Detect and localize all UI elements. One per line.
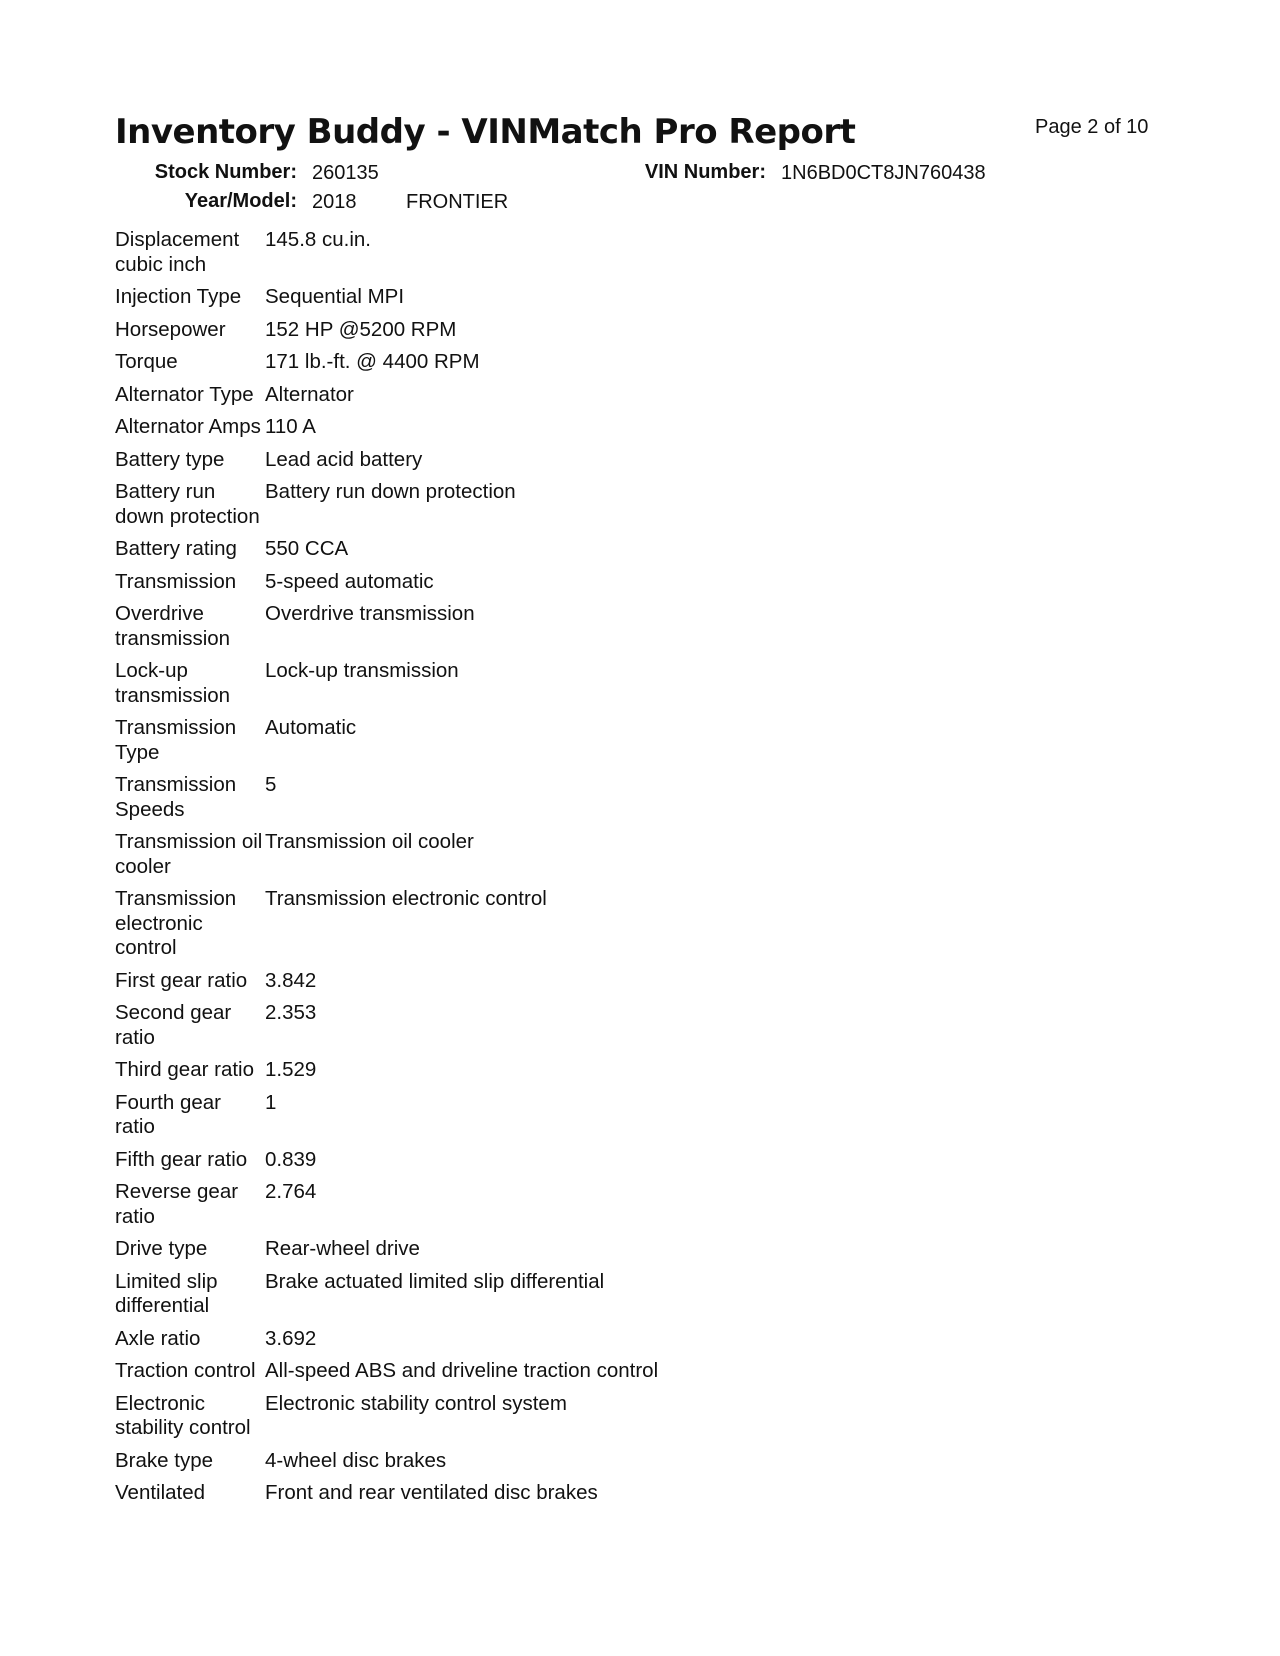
- spec-label: Brake type: [115, 1448, 213, 1472]
- spec-value: Lead acid battery: [265, 447, 423, 471]
- spec-value: 2.764: [265, 1180, 317, 1203]
- spec-row: [115, 1359, 815, 1384]
- spec-row: [115, 1270, 815, 1319]
- spec-label: Horsepower: [115, 317, 226, 341]
- spec-value: Transmission electronic control: [265, 887, 547, 910]
- year-value: 2018: [312, 191, 357, 213]
- year-model-label: Year/Model:: [184, 190, 297, 212]
- spec-row: [115, 1327, 815, 1352]
- spec-value: All-speed ABS and driveline traction control: [265, 1359, 659, 1382]
- spec-label: Displacement cubic inch: [115, 228, 240, 276]
- stock-number-value: 260135: [312, 162, 379, 184]
- spec-value: 3.692: [265, 1326, 317, 1350]
- spec-row: [115, 1001, 815, 1050]
- spec-row: [115, 570, 815, 595]
- spec-label: Reverse gear ratio: [115, 1180, 239, 1228]
- spec-label: Fifth gear ratio: [115, 1147, 248, 1171]
- spec-value: 171 lb.-ft. @ 4400 RPM: [265, 350, 480, 373]
- spec-label: Battery run down protection: [115, 480, 260, 528]
- report-title: Inventory Buddy - VINMatch Pro Report: [115, 112, 856, 152]
- spec-value: Rear-wheel drive: [265, 1237, 420, 1260]
- spec-label: Electronic stability control: [115, 1391, 251, 1439]
- spec-label: Alternator Type: [115, 382, 254, 406]
- spec-row: [115, 887, 815, 961]
- spec-row: [115, 602, 815, 651]
- spec-label: Axle ratio: [115, 1326, 201, 1350]
- spec-label: Alternator Amps: [115, 415, 261, 438]
- spec-row: [115, 415, 815, 440]
- spec-row: [115, 537, 815, 562]
- spec-value: Battery run down protection: [265, 480, 516, 503]
- spec-row: [115, 285, 815, 310]
- spec-row: [115, 480, 815, 529]
- spec-row: [115, 716, 815, 765]
- spec-label: First gear ratio: [115, 968, 248, 992]
- stock-number-label: Stock Number:: [154, 161, 297, 183]
- spec-label: Fourth gear ratio: [115, 1090, 221, 1138]
- spec-value: 550 CCA: [265, 537, 349, 560]
- spec-label: Transmission Type: [115, 716, 237, 764]
- spec-row: [115, 1058, 815, 1083]
- spec-label: Third gear ratio: [115, 1058, 255, 1081]
- spec-row: [115, 1148, 815, 1173]
- spec-value: 1: [265, 1090, 277, 1114]
- spec-value: 110 A: [265, 415, 316, 438]
- spec-label: Transmission: [115, 569, 237, 593]
- spec-label: Transmission electronic control: [115, 887, 237, 959]
- spec-row: [115, 830, 815, 879]
- spec-row: [115, 969, 815, 994]
- spec-value: 5: [265, 773, 277, 796]
- spec-label: Transmission Speeds: [115, 773, 237, 821]
- spec-label: Second gear ratio: [115, 1001, 232, 1049]
- spec-value: Transmission oil cooler: [265, 830, 474, 853]
- spec-label: Traction control: [115, 1359, 256, 1382]
- spec-label: Transmission oil cooler: [115, 830, 263, 878]
- spec-value: 4-wheel disc brakes: [265, 1448, 447, 1472]
- model-value: FRONTIER: [406, 191, 509, 213]
- spec-label: Lock-up transmission: [115, 659, 231, 707]
- spec-label: Drive type: [115, 1237, 208, 1260]
- spec-row: [115, 1392, 815, 1441]
- spec-value: Sequential MPI: [265, 285, 405, 308]
- spec-value: Electronic stability control system: [265, 1391, 567, 1415]
- vin-number-label: VIN Number:: [644, 161, 766, 183]
- spec-label: Ventilated: [115, 1481, 206, 1504]
- spec-label: Torque: [115, 350, 178, 373]
- spec-label: Battery rating: [115, 537, 237, 560]
- spec-row: [115, 1180, 815, 1229]
- spec-list: [115, 228, 815, 1514]
- spec-value: Overdrive transmission: [265, 602, 475, 625]
- spec-row: [115, 1449, 815, 1474]
- spec-value: 145.8 cu.in.: [265, 228, 371, 251]
- spec-value: Lock-up transmission: [265, 659, 459, 682]
- spec-value: Front and rear ventilated disc brakes: [265, 1481, 598, 1504]
- spec-row: [115, 1237, 815, 1262]
- spec-row: [115, 383, 815, 408]
- page-indicator: Page 2 of 10: [1035, 116, 1149, 138]
- spec-value: 1.529: [265, 1058, 317, 1081]
- spec-row: [115, 448, 815, 473]
- spec-row: [115, 773, 815, 822]
- spec-value: 2.353: [265, 1001, 317, 1024]
- spec-label: Injection Type: [115, 285, 242, 308]
- spec-value: Alternator: [265, 382, 354, 406]
- spec-row: [115, 1091, 815, 1140]
- spec-value: 5-speed automatic: [265, 569, 434, 593]
- spec-label: Limited slip differential: [115, 1269, 218, 1317]
- spec-row: [115, 228, 815, 277]
- spec-value: 3.842: [265, 968, 317, 992]
- spec-label: Battery type: [115, 447, 225, 471]
- spec-value: 152 HP @5200 RPM: [265, 317, 457, 341]
- vin-number-value: 1N6BD0CT8JN760438: [781, 162, 986, 184]
- spec-row: [115, 659, 815, 708]
- spec-label: Overdrive transmission: [115, 602, 231, 650]
- spec-row: [115, 350, 815, 375]
- spec-value: Brake actuated limited slip differential: [265, 1269, 605, 1293]
- spec-value: Automatic: [265, 716, 357, 739]
- spec-row: [115, 1481, 815, 1506]
- spec-value: 0.839: [265, 1147, 317, 1171]
- spec-row: [115, 318, 815, 343]
